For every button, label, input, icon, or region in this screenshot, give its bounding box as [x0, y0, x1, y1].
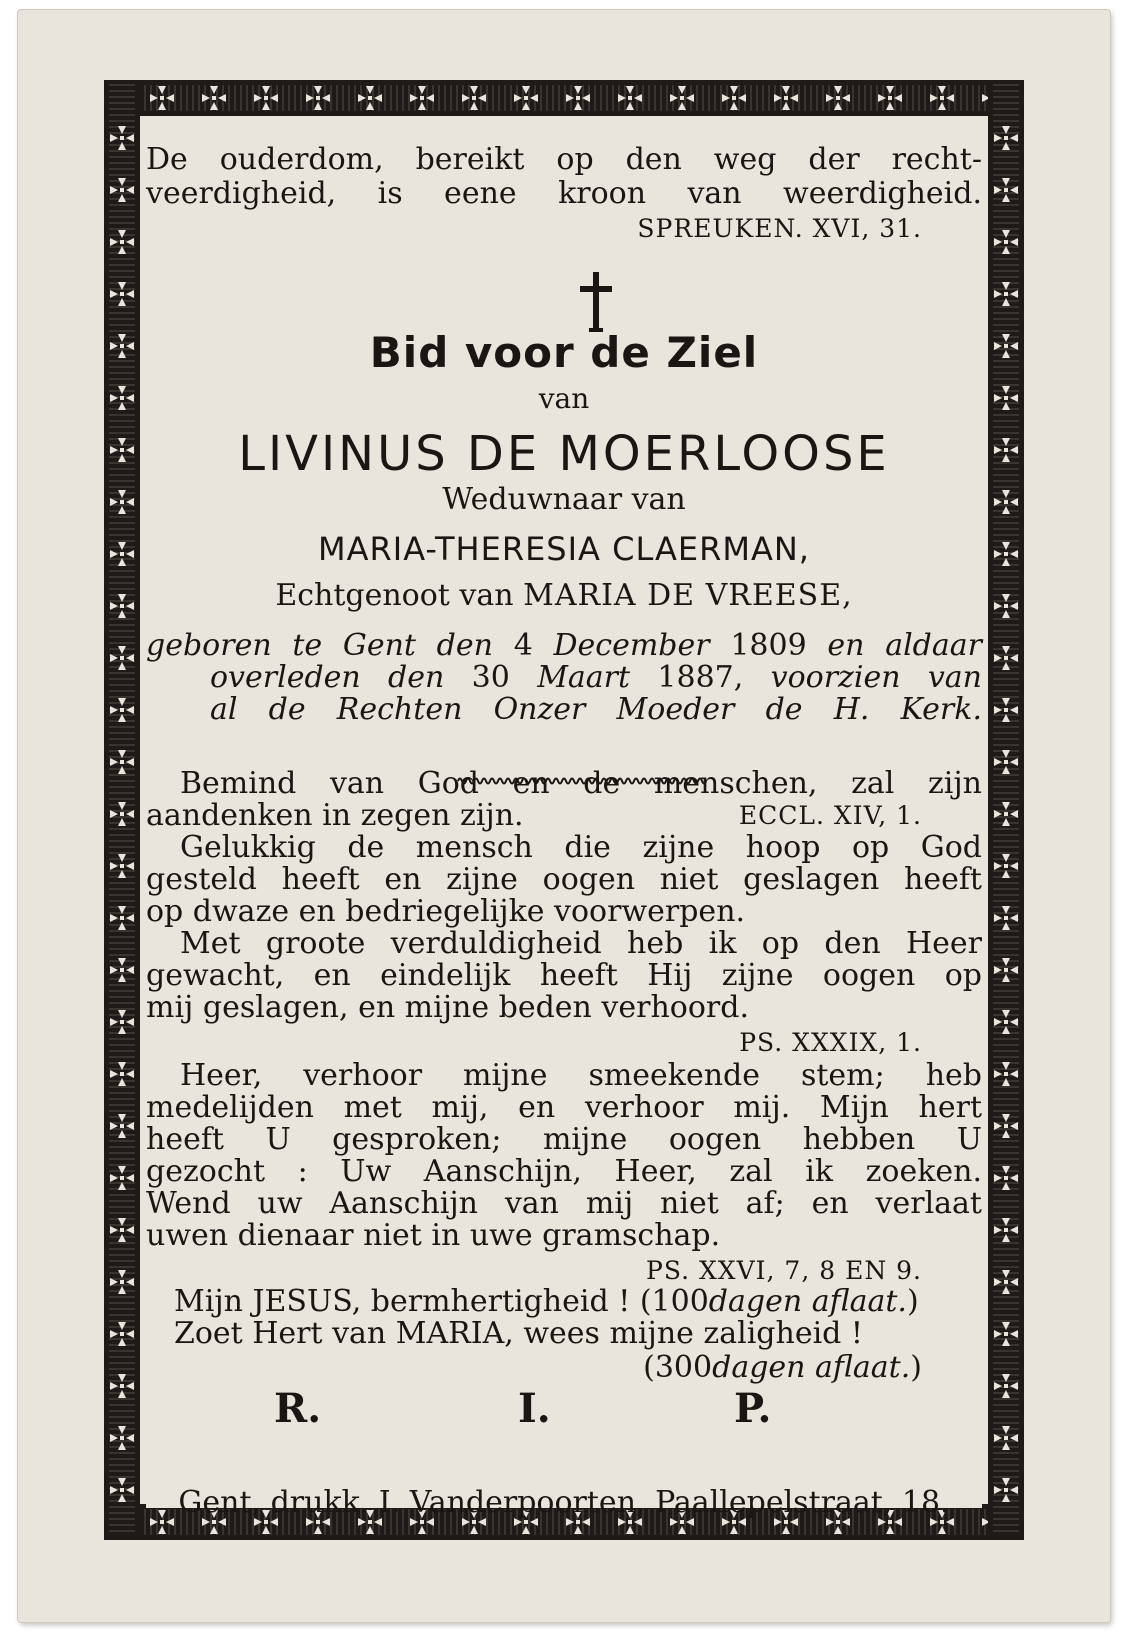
- maltese-cross-motif: [618, 86, 642, 110]
- rip-i: I.: [518, 1385, 551, 1432]
- verse-3-line-3: mij geslagen, en mijne beden verhoord.: [146, 990, 749, 1025]
- maltese-cross-motif: [994, 906, 1018, 930]
- maltese-cross-motif: [254, 86, 278, 110]
- indulgence-1-note: dagen aflaat.: [708, 1284, 907, 1319]
- maltese-cross-motif: [994, 854, 1018, 878]
- verse-3-line-1: Met groote verduldigheid heb ik op den Heer: [180, 926, 982, 961]
- header-verse-line-1: De ouderdom, bereikt op den weg der recht-: [146, 142, 982, 177]
- rip-p: P.: [734, 1385, 772, 1432]
- indulgence-2: Zoet Hert van MARIA, wees mijne zaligheid !: [174, 1316, 863, 1351]
- maltese-cross-motif: [110, 906, 134, 930]
- maltese-cross-motif: [110, 126, 134, 150]
- death-day: 30: [471, 660, 510, 695]
- maltese-cross-motif: [110, 854, 134, 878]
- maltese-cross-motif: [994, 1322, 1018, 1346]
- death-month: Maart: [537, 660, 631, 695]
- maltese-cross-motif: [722, 86, 746, 110]
- death-text: overleden den: [210, 660, 445, 695]
- verse-1-line-1: Bemind van God en de menschen, zal zijn: [180, 766, 982, 801]
- verse-3-reference: PS. XXXIX, 1.: [739, 1028, 922, 1057]
- maltese-cross-motif: [150, 86, 174, 110]
- indulgence-2-note-text: dagen aflaat.: [712, 1350, 911, 1385]
- birth-day: 4: [513, 628, 533, 663]
- death-year: 1887,: [657, 660, 744, 695]
- header-verse-line-2: veerdigheid, is eene kroon van weerdigheid.: [146, 176, 982, 211]
- maltese-cross-motif: [110, 594, 134, 618]
- maltese-cross-motif: [110, 386, 134, 410]
- maltese-cross-motif: [994, 594, 1018, 618]
- maltese-cross-motif: [110, 1218, 134, 1242]
- prayer-heading: Bid voor de Ziel: [369, 328, 759, 377]
- maltese-cross-motif: [994, 542, 1018, 566]
- maltese-cross-motif: [994, 1010, 1018, 1034]
- border-right: [988, 80, 1024, 1540]
- indulgence-2-note-open: (300: [643, 1350, 713, 1385]
- maltese-cross-motif: [994, 1062, 1018, 1086]
- maltese-cross-motif: [994, 282, 1018, 306]
- maltese-cross-motif: [994, 1166, 1018, 1190]
- indulgence-2-note-close: ): [910, 1350, 922, 1385]
- maltese-cross-motif: [110, 750, 134, 774]
- latin-cross-icon: [576, 270, 616, 334]
- spouse-line: [146, 578, 982, 613]
- maltese-cross-motif: [110, 698, 134, 722]
- border-left: [104, 80, 140, 1540]
- indulgence-1-note-close: ): [906, 1284, 919, 1319]
- maltese-cross-motif: [930, 86, 954, 110]
- verse-4-line-3: heeft U gesproken; mijne oogen hebben U: [146, 1122, 982, 1157]
- maltese-cross-motif: [110, 1322, 134, 1346]
- birth-month: December: [553, 628, 710, 663]
- van-label: van: [538, 382, 590, 415]
- maltese-cross-motif: [110, 1374, 134, 1398]
- printer-footer: Gent, drukk. I. Vanderpoorten, Paallepelstraat, 18.: [178, 1485, 950, 1520]
- maltese-cross-motif: [994, 438, 1018, 462]
- verse-1-reference: ECCL. XIV, 1.: [738, 801, 922, 830]
- maltese-cross-motif: [306, 86, 330, 110]
- maltese-cross-motif: [994, 750, 1018, 774]
- first-wife-name: MARIA-THERESIA CLAERMAN,: [318, 530, 810, 568]
- maltese-cross-motif: [566, 86, 590, 110]
- verse-1-line-2: [146, 800, 982, 832]
- verse-4-line-2: medelijden met mij, en verhoor mij. Mijn hert: [146, 1090, 982, 1125]
- maltese-cross-motif: [110, 1062, 134, 1086]
- border-top: [104, 80, 1024, 116]
- deceased-name: LIVINUS DE MOERLOOSE: [238, 426, 890, 482]
- maltese-cross-motif: [110, 1166, 134, 1190]
- verse-4-reference: PS. XXVI, 7, 8 EN 9.: [646, 1256, 922, 1285]
- header-verse-reference: SPREUKEN. XVI, 31.: [637, 214, 922, 243]
- maltese-cross-motif: [994, 698, 1018, 722]
- card-content: [146, 120, 982, 1508]
- maltese-cross-motif: [994, 230, 1018, 254]
- death-line: [210, 662, 982, 694]
- maltese-cross-motif: [462, 86, 486, 110]
- indulgence-2-note: [146, 1352, 982, 1384]
- verse-1-text: aandenken in zegen zijn.: [146, 798, 524, 833]
- indulgence-1-note-open: (100: [639, 1284, 709, 1319]
- widower-label: Weduwnaar van: [442, 482, 686, 517]
- maltese-cross-motif: [774, 86, 798, 110]
- spouse-name: MARIA DE VREESE,: [523, 578, 853, 613]
- indulgence-1: [146, 1286, 982, 1318]
- birth-line: [146, 630, 982, 662]
- verse-2-line-3: op dwaze en bedriegelijke voorwerpen.: [146, 894, 746, 929]
- indulgence-1-text: Mijn JESUS, bermhertigheid !: [174, 1284, 631, 1319]
- birth-text-end: en aldaar: [827, 628, 982, 663]
- maltese-cross-motif: [110, 230, 134, 254]
- spouse-label: Echtgenoot van: [275, 578, 514, 613]
- maltese-cross-motif: [994, 1218, 1018, 1242]
- death-text-end: voorzien van: [770, 660, 982, 695]
- birth-year: 1809: [730, 628, 807, 663]
- maltese-cross-motif: [994, 1374, 1018, 1398]
- verse-4-line-4: gezocht : Uw Aanschijn, Heer, zal ik zoeken.: [146, 1154, 982, 1189]
- verse-4-line-5: Wend uw Aanschijn van mij niet af; en verlaat: [146, 1186, 982, 1221]
- verse-3-line-2: gewacht, en eindelijk heeft Hij zijne oogen op: [146, 958, 982, 993]
- maltese-cross-motif: [110, 542, 134, 566]
- maltese-cross-motif: [110, 282, 134, 306]
- verse-2-line-2: gesteld heeft en zijne oogen niet geslagen heeft: [146, 862, 982, 897]
- maltese-cross-motif: [410, 86, 434, 110]
- verse-2-line-1: Gelukkig de mensch die zijne hoop op God: [180, 830, 982, 865]
- memorial-card: [18, 10, 1110, 1622]
- birth-text: geboren te Gent den: [146, 628, 493, 663]
- maltese-cross-motif: [110, 1010, 134, 1034]
- maltese-cross-motif: [878, 86, 902, 110]
- verse-4-line-6: uwen dienaar niet in uwe gramschap.: [146, 1218, 721, 1253]
- maltese-cross-motif: [994, 126, 1018, 150]
- verse-4-line-1: Heer, verhoor mijne smeekende stem; heb: [180, 1058, 982, 1093]
- maltese-cross-motif: [994, 386, 1018, 410]
- rip-r: R.: [274, 1385, 322, 1432]
- maltese-cross-motif: [110, 438, 134, 462]
- sacraments-line: al de Rechten Onzer Moeder de H. Kerk.: [210, 692, 982, 727]
